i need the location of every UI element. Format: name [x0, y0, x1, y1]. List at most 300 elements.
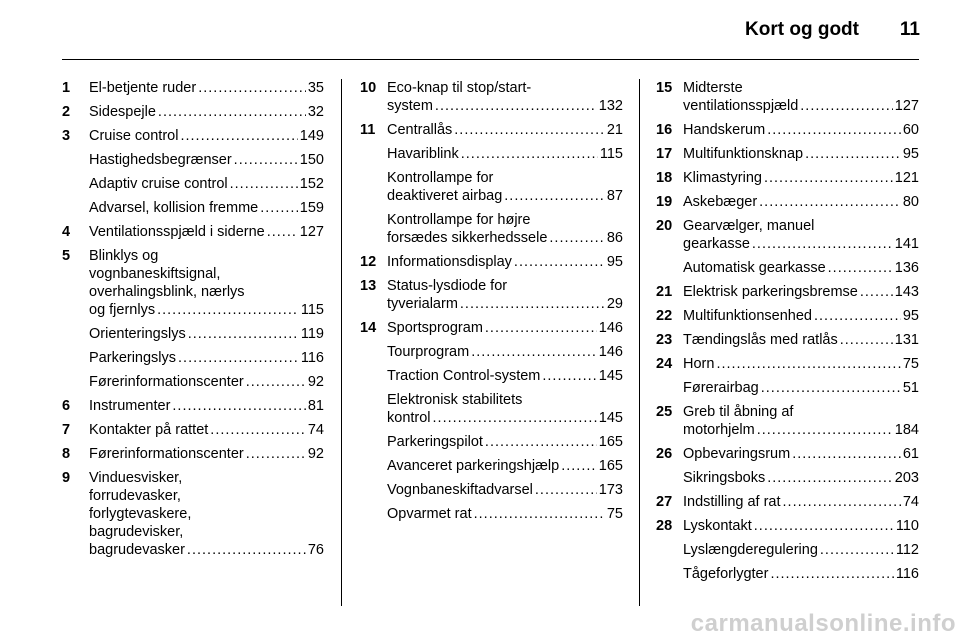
header-divider: [62, 59, 919, 60]
entry-text-line: Automatisk gearkasse: [683, 260, 826, 276]
entry-number: 9: [62, 470, 71, 486]
entry-page-number: 74: [902, 494, 919, 510]
index-entry: [360, 319, 623, 337]
dot-leader: [792, 445, 901, 463]
dot-leader: [783, 493, 901, 511]
entry-body: [683, 517, 919, 535]
entry-text-line: Avanceret parkeringshjælp: [387, 458, 560, 474]
index-entry: [656, 517, 919, 535]
entry-text-line: Førerairbag: [683, 380, 759, 396]
entry-leader-line: [387, 229, 623, 247]
index-entry: [656, 79, 919, 115]
entry-page-number: 115: [599, 146, 623, 162]
dot-leader: [770, 565, 893, 583]
entry-text-line: El-betjente ruder: [89, 80, 197, 96]
dot-leader: [435, 97, 597, 115]
dot-leader: [754, 517, 894, 535]
entry-text-line: Parkeringslys: [89, 350, 177, 366]
index-entry: [360, 343, 623, 361]
entry-body: [683, 565, 919, 583]
entry-text-line: Midterste: [683, 80, 743, 96]
entry-text-line: Førerinformationscenter: [89, 374, 244, 390]
entry-number: 3: [62, 128, 71, 144]
entry-page-number: 127: [299, 224, 324, 240]
dot-leader: [800, 97, 893, 115]
entry-text-line: vognbaneskiftsignal,: [89, 266, 221, 282]
index-entry: [62, 373, 324, 391]
index-entry: [360, 391, 623, 427]
entry-text-line: Greb til åbning af: [683, 404, 794, 420]
entry-leader-line: [683, 259, 919, 277]
entry-leader-line: [683, 235, 919, 253]
index-entry: [360, 277, 623, 313]
dot-leader: [188, 325, 299, 343]
entry-number: 13: [360, 278, 377, 294]
entry-body: [387, 433, 623, 451]
page-title: Kort og godt: [745, 19, 859, 40]
entry-text-line: Elektronisk stabilitets: [387, 392, 523, 408]
entry-page-number: 136: [894, 260, 919, 276]
entry-body: [387, 319, 623, 337]
dot-leader: [840, 331, 893, 349]
entry-leader-line: [89, 79, 324, 97]
entry-body: [89, 445, 324, 463]
index-entry: [360, 457, 623, 475]
dot-leader: [549, 229, 604, 247]
index-entry: [656, 493, 919, 511]
dot-leader: [234, 151, 298, 169]
index-entry: [62, 127, 324, 145]
index-entry: [656, 469, 919, 487]
entry-text-line: Kontakter på rattet: [89, 422, 209, 438]
entry-text-line: forsædes sikkerhedssele: [387, 230, 548, 246]
entry-body: [89, 397, 324, 415]
entry-leader-line: [387, 319, 623, 337]
entry-number: 18: [656, 170, 673, 186]
entry-number: 20: [656, 218, 673, 234]
entry-page-number: 152: [299, 176, 324, 192]
dot-leader: [471, 343, 597, 361]
entry-page-number: 115: [300, 302, 324, 318]
index-entry: [62, 79, 324, 97]
entry-leader-line: [89, 103, 324, 121]
entry-text-line: Vinduesvisker,: [89, 470, 183, 486]
entry-leader-line: [387, 367, 623, 385]
entry-body: [89, 127, 324, 145]
entry-body: [89, 373, 324, 391]
entry-leader-line: [387, 343, 623, 361]
entry-leader-line: [387, 295, 623, 313]
entry-text-line: Hastighedsbegrænser: [89, 152, 232, 168]
index-entry: [656, 217, 919, 253]
entry-body: [89, 325, 324, 343]
entry-leader-line: [89, 541, 324, 559]
entry-body: [89, 175, 324, 193]
entry-leader-line: [683, 283, 919, 301]
entry-page-number: 80: [902, 194, 919, 210]
entry-text-line: Handskerum: [683, 122, 766, 138]
dot-leader: [172, 397, 305, 415]
entry-leader-line: [387, 97, 623, 115]
index-entry: [360, 253, 623, 271]
index-entry: [62, 421, 324, 439]
entry-page-number: 184: [894, 422, 919, 438]
entry-text-line: Advarsel, kollision fremme: [89, 200, 259, 216]
entry-leader-line: [89, 175, 324, 193]
entry-number: 11: [360, 122, 376, 138]
entry-text-line: Orienteringslys: [89, 326, 186, 342]
entry-page-number: 95: [606, 254, 623, 270]
entry-page-number: 116: [300, 350, 324, 366]
index-entry: [656, 283, 919, 301]
dot-leader: [180, 127, 297, 145]
dot-leader: [514, 253, 605, 271]
index-entry: [656, 541, 919, 559]
entry-body: [89, 103, 324, 121]
entry-body: [89, 79, 324, 97]
entry-body: [387, 391, 623, 427]
entry-body: [683, 445, 919, 463]
entry-body: [387, 79, 623, 115]
entry-number: 17: [656, 146, 673, 162]
entry-text-line: Sidespejle: [89, 104, 156, 120]
entry-text-line: Kontrollampe for: [387, 170, 494, 186]
index-entry: [656, 259, 919, 277]
entry-page-number: 121: [894, 170, 919, 186]
dot-leader: [767, 469, 893, 487]
entry-page-number: 95: [902, 308, 919, 324]
index-entry: [656, 307, 919, 325]
entry-number: 24: [656, 356, 673, 372]
entry-body: [387, 145, 623, 163]
entry-number: 28: [656, 518, 673, 534]
dot-leader: [820, 541, 894, 559]
entry-body: [683, 403, 919, 439]
index-entry: [656, 331, 919, 349]
watermark-text: carmanualsonline.info: [690, 610, 956, 637]
entry-leader-line: [683, 379, 919, 397]
dot-leader: [246, 373, 306, 391]
index-entry: [656, 121, 919, 139]
entry-leader-line: [89, 373, 324, 391]
dot-leader: [260, 199, 298, 217]
dot-leader: [485, 319, 597, 337]
entry-text-line: Multifunktionsenhed: [683, 308, 812, 324]
entry-number: 8: [62, 446, 71, 462]
dot-leader: [805, 145, 901, 163]
index-entry: [360, 433, 623, 451]
index-entry: [62, 469, 324, 559]
entry-leader-line: [89, 397, 324, 415]
entry-page-number: 145: [598, 368, 623, 384]
index-entry: [656, 145, 919, 163]
entry-page-number: 112: [895, 542, 919, 558]
entry-leader-line: [683, 421, 919, 439]
entry-body: [683, 217, 919, 253]
entry-body: [683, 259, 919, 277]
entry-body: [683, 145, 919, 163]
entry-page-number: 132: [598, 98, 623, 114]
entry-text-line: Gearvælger, manuel: [683, 218, 815, 234]
dot-leader: [757, 421, 893, 439]
entry-text-line: Havariblink: [387, 146, 459, 162]
entry-leader-line: [89, 127, 324, 145]
entry-body: [387, 481, 623, 499]
entry-text-line: Sportsprogram: [387, 320, 483, 336]
entry-page-number: 173: [598, 482, 623, 498]
entry-text-line: Indstilling af rat: [683, 494, 781, 510]
entry-page-number: 165: [598, 434, 623, 450]
entry-page-number: 165: [598, 458, 623, 474]
entry-text-line: gearkasse: [683, 236, 750, 252]
index-entry: [62, 199, 324, 217]
entry-text-line: Lyskontakt: [683, 518, 752, 534]
entry-number: 12: [360, 254, 377, 270]
entry-text-line: Tourprogram: [387, 344, 470, 360]
index-entry: [656, 403, 919, 439]
dot-leader: [764, 169, 893, 187]
dot-leader: [246, 445, 306, 463]
entry-body: [683, 283, 919, 301]
entry-text-line: forlygtevaskere,: [89, 506, 192, 522]
entry-text-line: Tændingslås med ratlås: [683, 332, 838, 348]
dot-leader: [561, 457, 597, 475]
entry-body: [89, 421, 324, 439]
entry-leader-line: [387, 505, 623, 523]
dot-leader: [210, 421, 306, 439]
entry-text-line: tyverialarm: [387, 296, 458, 312]
entry-page-number: 74: [307, 422, 324, 438]
entry-text-line: motorhjelm: [683, 422, 755, 438]
entry-leader-line: [89, 421, 324, 439]
dot-leader: [230, 175, 298, 193]
entry-page-number: 61: [902, 446, 919, 462]
entry-leader-line: [89, 301, 324, 319]
entry-text-line: kontrol: [387, 410, 431, 426]
dot-leader: [187, 541, 306, 559]
dot-leader: [814, 307, 901, 325]
entry-page-number: 87: [606, 188, 623, 204]
entry-body: [387, 457, 623, 475]
entry-leader-line: [89, 349, 324, 367]
dot-leader: [828, 259, 893, 277]
entry-body: [89, 151, 324, 169]
index-entry: [62, 247, 324, 319]
entry-page-number: 51: [902, 380, 919, 396]
entry-leader-line: [683, 355, 919, 373]
dot-leader: [716, 355, 900, 373]
dot-leader: [542, 367, 596, 385]
entry-text-line: Vognbaneskiftadvarsel: [387, 482, 533, 498]
entry-text-line: Cruise control: [89, 128, 179, 144]
index-entry: [62, 223, 324, 241]
entry-number: 10: [360, 80, 377, 96]
index-column-1: [62, 79, 324, 565]
column-divider-2: [639, 79, 640, 606]
entry-number: 21: [656, 284, 673, 300]
index-entry: [360, 169, 623, 205]
index-entry: [360, 505, 623, 523]
entry-number: 27: [656, 494, 673, 510]
entry-text-line: Kontrollampe for højre: [387, 212, 531, 228]
entry-leader-line: [387, 481, 623, 499]
entry-page-number: 76: [307, 542, 324, 558]
entry-body: [89, 349, 324, 367]
entry-leader-line: [683, 331, 919, 349]
index-entry: [62, 325, 324, 343]
index-entry: [656, 445, 919, 463]
entry-number: 5: [62, 248, 71, 264]
entry-leader-line: [683, 307, 919, 325]
index-entry: [360, 481, 623, 499]
entry-page-number: 143: [894, 284, 919, 300]
entry-body: [387, 211, 623, 247]
entry-text-line: forrudevasker,: [89, 488, 181, 504]
entry-leader-line: [683, 493, 919, 511]
entry-body: [683, 307, 919, 325]
index-entry: [62, 397, 324, 415]
entry-leader-line: [683, 445, 919, 463]
entry-leader-line: [387, 187, 623, 205]
dot-leader: [157, 301, 299, 319]
index-entry: [656, 169, 919, 187]
dot-leader: [178, 349, 299, 367]
dot-leader: [158, 103, 306, 121]
entry-body: [387, 367, 623, 385]
entry-page-number: 75: [902, 356, 919, 372]
entry-page-number: 119: [300, 326, 324, 342]
entry-page-number: 116: [895, 566, 919, 582]
index-entry: [656, 193, 919, 211]
dot-leader: [461, 145, 598, 163]
entry-text-line: ventilationsspjæld: [683, 98, 799, 114]
index-entry: [360, 121, 623, 139]
entry-leader-line: [89, 151, 324, 169]
entry-text-line: Førerinformationscenter: [89, 446, 244, 462]
entry-text-line: Sikringsboks: [683, 470, 766, 486]
index-entry: [360, 367, 623, 385]
entry-body: [683, 193, 919, 211]
entry-body: [683, 79, 919, 115]
entry-page-number: 92: [307, 446, 324, 462]
index-entry: [62, 151, 324, 169]
entry-body: [387, 253, 623, 271]
entry-text-line: overhalingsblink, nærlys: [89, 284, 245, 300]
entry-text-line: deaktiveret airbag: [387, 188, 503, 204]
entry-text-line: Status-lysdiode for: [387, 278, 508, 294]
entry-text-line: Parkeringspilot: [387, 434, 483, 450]
entry-body: [683, 169, 919, 187]
entry-page-number: 127: [894, 98, 919, 114]
dot-leader: [474, 505, 605, 523]
entry-body: [683, 541, 919, 559]
page-number: 11: [899, 19, 920, 40]
entry-page-number: 110: [895, 518, 919, 534]
entry-number: 7: [62, 422, 71, 438]
column-divider-1: [341, 79, 342, 606]
entry-number: 1: [62, 80, 71, 96]
entry-body: [387, 343, 623, 361]
entry-page-number: 149: [299, 128, 324, 144]
entry-page-number: 95: [902, 146, 919, 162]
entry-text-line: Opvarmet rat: [387, 506, 472, 522]
dot-leader: [433, 409, 597, 427]
entry-leader-line: [683, 169, 919, 187]
entry-text-line: Ventilationsspjæld i siderne: [89, 224, 265, 240]
index-entry: [62, 445, 324, 463]
dot-leader: [504, 187, 605, 205]
entry-text-line: Blinklys og: [89, 248, 159, 264]
entry-leader-line: [683, 121, 919, 139]
entry-leader-line: [683, 97, 919, 115]
entry-number: 15: [656, 80, 673, 96]
entry-body: [683, 355, 919, 373]
entry-text-line: Elektrisk parkeringsbremse: [683, 284, 858, 300]
entry-text-line: Eco-knap til stop/start-: [387, 80, 532, 96]
entry-page-number: 131: [894, 332, 919, 348]
entry-leader-line: [683, 145, 919, 163]
dot-leader: [761, 379, 901, 397]
entry-page-number: 92: [307, 374, 324, 390]
entry-body: [387, 505, 623, 523]
dot-leader: [752, 235, 893, 253]
entry-body: [683, 493, 919, 511]
entry-body: [683, 121, 919, 139]
entry-leader-line: [683, 565, 919, 583]
dot-leader: [860, 283, 893, 301]
entry-leader-line: [683, 469, 919, 487]
entry-text-line: Centrallås: [387, 122, 453, 138]
entry-page-number: 150: [299, 152, 324, 168]
dot-leader: [485, 433, 597, 451]
dot-leader: [767, 121, 901, 139]
dot-leader: [535, 481, 597, 499]
entry-text-line: Lyslængderegulering: [683, 542, 818, 558]
entry-page-number: 141: [894, 236, 919, 252]
entry-body: [387, 169, 623, 205]
entry-body: [683, 469, 919, 487]
entry-text-line: Adaptiv cruise control: [89, 176, 228, 192]
index-column-3: [656, 79, 919, 589]
entry-number: 6: [62, 398, 71, 414]
entry-page-number: 21: [606, 122, 623, 138]
entry-number: 22: [656, 308, 673, 324]
dot-leader: [454, 121, 605, 139]
entry-leader-line: [89, 223, 324, 241]
dot-leader: [267, 223, 298, 241]
entry-leader-line: [683, 541, 919, 559]
entry-text-line: bagrudevisker,: [89, 524, 184, 540]
index-entry: [62, 175, 324, 193]
entry-text-line: Instrumenter: [89, 398, 171, 414]
entry-leader-line: [387, 145, 623, 163]
entry-page-number: 32: [307, 104, 324, 120]
entry-body: [387, 121, 623, 139]
entry-text-line: og fjernlys: [89, 302, 156, 318]
index-entry: [656, 379, 919, 397]
dot-leader: [759, 193, 901, 211]
index-entry: [656, 355, 919, 373]
entry-page-number: 159: [299, 200, 324, 216]
entry-page-number: 60: [902, 122, 919, 138]
entry-leader-line: [387, 409, 623, 427]
entry-text-line: system: [387, 98, 433, 114]
entry-number: 16: [656, 122, 673, 138]
entry-body: [89, 199, 324, 217]
entry-leader-line: [387, 253, 623, 271]
entry-leader-line: [683, 193, 919, 211]
entry-leader-line: [89, 325, 324, 343]
